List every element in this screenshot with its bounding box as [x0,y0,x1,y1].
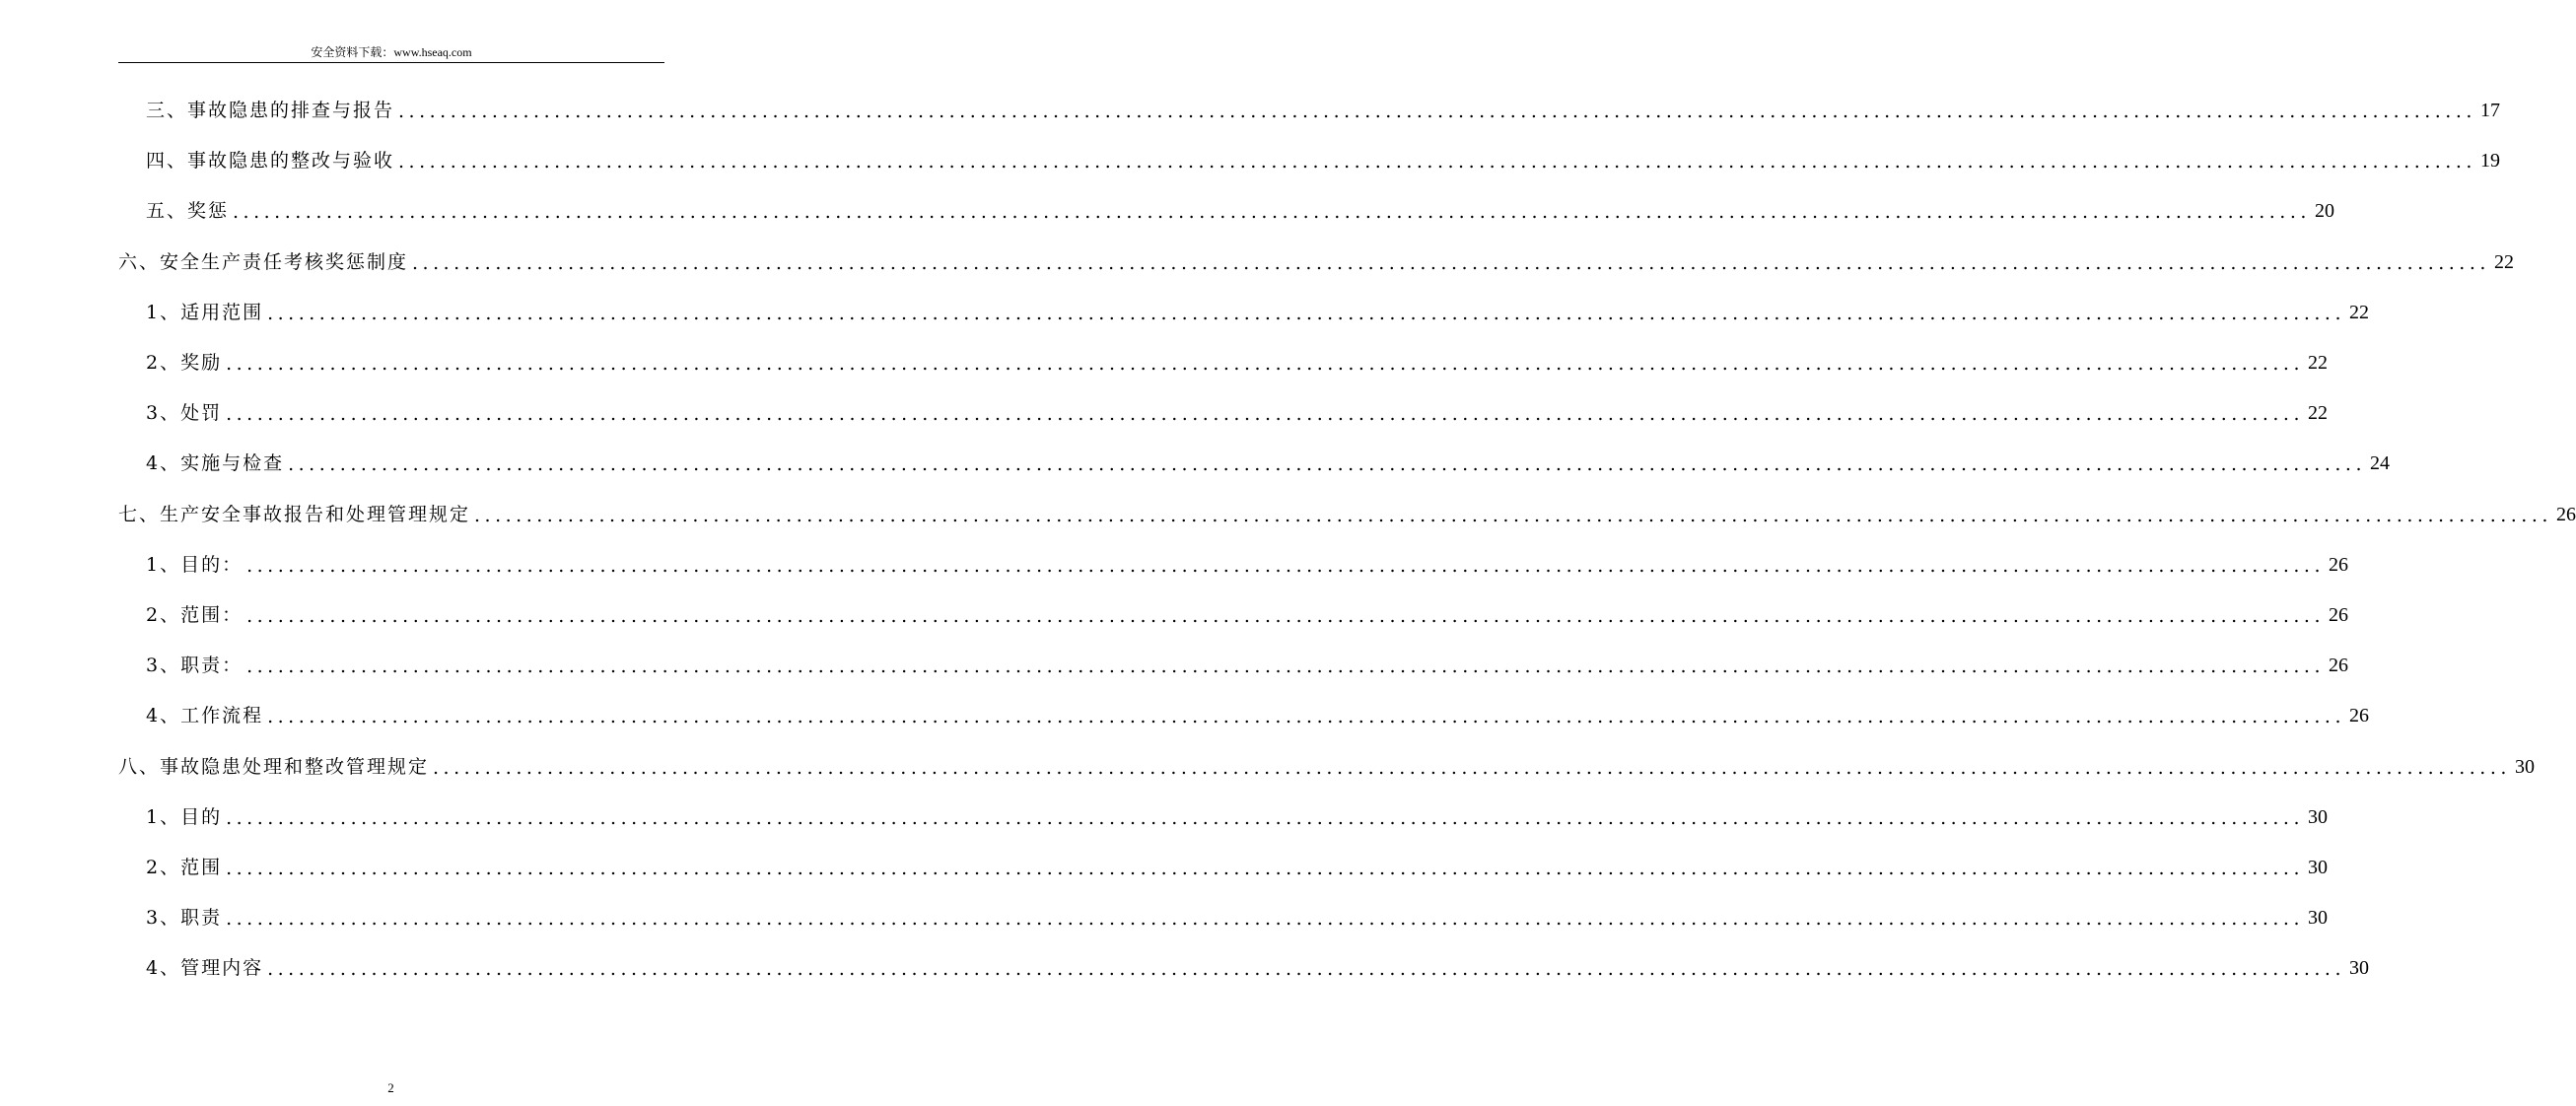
toc-dot-leader: ........................................................................................................................................................................................................ [433,756,2511,779]
toc-entry-title: 4、管理内容 [146,957,264,980]
toc-entry-page: 22 [2493,250,2514,273]
toc-entry-title: 五、奖惩 [146,200,230,223]
toc-entry[interactable] [146,900,2329,931]
toc-entry[interactable] [118,244,2514,274]
toc-entry[interactable] [146,193,2334,224]
toc-entry-title: 1、目的： [146,553,244,576]
toc-entry-title: 2、奖励 [146,352,223,374]
toc-dot-leader: ........................................................................................................................................................................................................ [398,101,2476,122]
toc-entry[interactable] [146,295,2370,324]
toc-dot-leader: ........................................................................................................................................................................................................ [267,302,2346,324]
toc-entry-title: 七、生产安全事故报告和处理管理规定 [118,503,471,525]
toc-entry-title: 3、处罚 [146,402,223,425]
header-divider [118,62,664,63]
toc-dot-leader: ........................................................................................................................................................................................................ [226,353,2305,375]
toc-entry-title: 4、实施与检查 [146,452,285,475]
toc-entry-title: 3、职责 [146,907,223,930]
toc-dot-leader: ........................................................................................................................................................................................................ [288,453,2367,476]
toc-dot-leader: ........................................................................................................................................................................................................ [474,504,2552,526]
page-number: 2 [387,1080,394,1095]
toc-entry-title: 3、职责： [146,655,244,677]
toc-entry-title: 1、适用范围 [146,301,264,323]
toc-entry-title: 四、事故隐患的整改与验收 [146,150,395,173]
toc-dot-leader: ........................................................................................................................................................................................................ [226,806,2305,829]
toc-entry-page: 26 [2349,705,2370,727]
toc-entry-title: 4、工作流程 [146,705,264,727]
toc-dot-leader: ........................................................................................................................................................................................................ [246,605,2326,627]
toc-entry-page: 30 [2349,957,2370,980]
toc-entry-page: 22 [2308,402,2329,425]
toc-entry-page: 30 [2514,755,2535,778]
toc-entry-page: 30 [2308,805,2329,828]
toc-entry-page: 30 [2308,857,2329,878]
toc-entry-page: 26 [2555,503,2576,525]
toc-entry[interactable] [146,799,2329,829]
toc-dot-leader: ........................................................................................................................................................................................................ [233,201,2311,224]
toc-entry-title: 1、目的 [146,805,223,828]
toc-entry-page: 26 [2329,655,2349,677]
toc-entry[interactable] [146,93,2500,122]
toc-dot-leader: ........................................................................................................................................................................................................ [226,403,2305,426]
toc-entry-page: 26 [2329,604,2349,626]
toc-entry[interactable] [146,395,2329,426]
toc-dot-leader: ........................................................................................................................................................................................................ [246,554,2326,577]
toc-entry[interactable] [146,648,2349,678]
toc-dot-leader: ........................................................................................................................................................................................................ [246,656,2326,678]
toc-entry-title: 三、事故隐患的排查与报告 [146,100,395,121]
toc-entry[interactable] [118,749,2535,779]
toc-entry[interactable] [146,850,2329,879]
toc-dot-leader: ........................................................................................................................................................................................................ [226,908,2305,931]
toc-entry-title: 2、范围 [146,857,223,878]
toc-entry[interactable] [146,345,2329,375]
toc-entry[interactable] [146,547,2349,577]
toc-dot-leader: ........................................................................................................................................................................................................ [398,151,2476,173]
toc-dot-leader: ........................................................................................................................................................................................................ [267,958,2346,981]
toc-dot-leader: ........................................................................................................................................................................................................ [412,251,2490,274]
toc-entry-page: 24 [2370,452,2391,475]
toc-entry-page: 17 [2479,100,2500,121]
toc-entry-title: 2、范围： [146,604,244,626]
toc-entry-title: 六、安全生产责任考核奖惩制度 [118,250,409,273]
toc-entry-page: 22 [2308,352,2329,374]
toc-entry[interactable] [118,497,2576,526]
page-header: 安全资料下载：www.hseaq.com [311,45,472,59]
toc-dot-leader: ........................................................................................................................................................................................................ [267,706,2346,728]
toc-entry[interactable] [146,143,2500,173]
toc-entry-page: 19 [2479,150,2500,173]
toc-dot-leader: ........................................................................................................................................................................................................ [226,858,2305,879]
toc-entry-page: 26 [2329,553,2349,576]
toc-entry[interactable] [146,698,2370,728]
toc-entry-page: 30 [2308,907,2329,930]
toc-entry[interactable] [146,950,2370,981]
toc-entry-page: 22 [2349,301,2370,323]
toc-entry-page: 20 [2314,200,2334,223]
toc-entry-title: 八、事故隐患处理和整改管理规定 [118,755,430,778]
toc-entry[interactable] [146,597,2349,627]
toc-entry[interactable] [146,446,2391,476]
